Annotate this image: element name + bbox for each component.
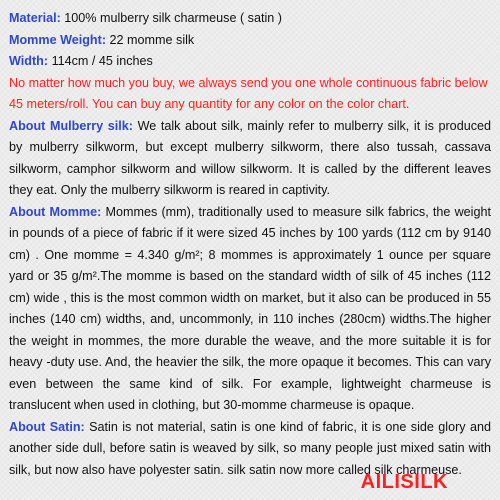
momme-weight-value: 22 momme silk: [109, 32, 195, 47]
momme-weight-label: Momme Weight:: [9, 32, 107, 47]
about-momme-section: [9, 202, 491, 417]
material-line: [9, 8, 491, 30]
momme-weight-line: [9, 30, 491, 52]
about-mulberry-section: [9, 116, 491, 202]
about-satin-label: About Satin:: [9, 419, 85, 434]
material-value: 100% mulberry silk charmeuse ( satin ): [64, 11, 282, 25]
about-momme-text: Mommes (mm), traditionally used to measure silk fabrics, the weight in pounds of a piece of fabric if it were sized 45 inches by 100 yards (112 cm by 9140 cm) . One momme = 4.340 g/m²; 8 mommes is approximately 1 ounce per square yard or 35 g/m².The momme is based on the standard width of silk of 45 inches (112 cm) wide , this is the most common width on market, but it also can be produced in 55 inches (140 cm) widths, and, uncommonly, in 110 inches (280cm) widths.The higher the weight in mommes, the more durable the weave, and the more suitable it is for heavy -duty use. And, the heavier the silk, the more opaque it becomes. This can vary even between the same kind of silk. For example, lightweight charmeuse is translucent when used in clothing, but 30-momme charmeuse is opaque.: [9, 204, 491, 412]
width-line: [9, 51, 491, 73]
width-label: Width:: [9, 54, 49, 68]
about-momme-label: About Momme:: [9, 204, 102, 219]
about-satin-text: Satin is not material, satin is one kind of fabric, it is one side glory and another side dull, before satin is weaved by silk, so many people just mixed satin with silk, but now also have polyester satin. silk satin now more called silk charmeuse.: [9, 419, 491, 477]
brand-logo-text: AILISILK: [360, 471, 448, 493]
width-value: 114cm / 45 inches: [51, 54, 153, 68]
material-label: Material:: [9, 11, 61, 25]
about-mulberry-text: We talk about silk, mainly refer to mulberry silk, it is produced by mulberry silkworm, but except mulberry silkworm, there also tussah, cassava silkworm, camphor silkworm and willow silkworm. It is called by the different leaves they eat. Only the mulberry silkworm is reared in captivity.: [9, 118, 492, 197]
about-mulberry-label: About Mulberry silk:: [9, 118, 133, 133]
quantity-notice: No matter how much you buy, we always send you one whole continuous fabric below 45 meters/roll. You can buy any quantity for any color on the color chart.: [9, 75, 488, 111]
